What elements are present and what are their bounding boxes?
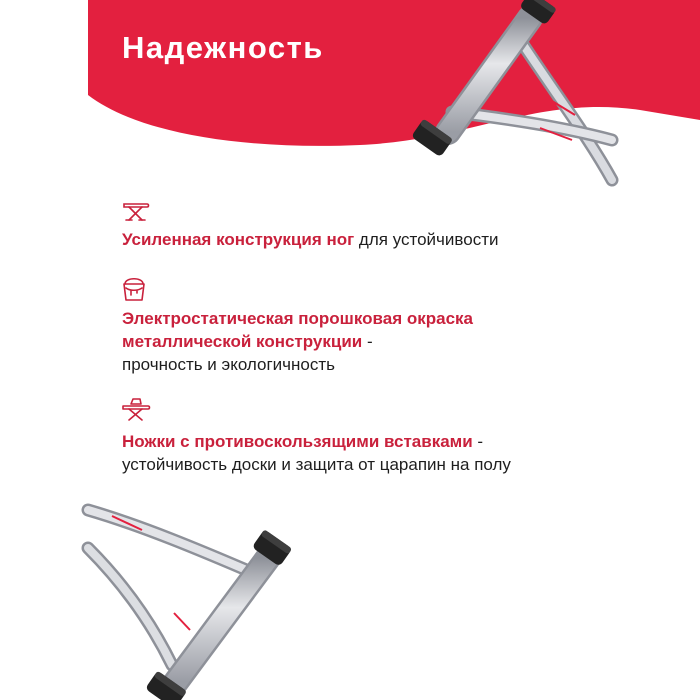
feature-2-line-1 <box>122 307 473 330</box>
feature-2-line-1-accent: Электростатическая порошковая окраска <box>122 309 473 328</box>
feature-1-accent: Усиленная конструкция ног <box>122 230 355 249</box>
feature-2-line-2-accent: металлической конструкции <box>122 332 363 351</box>
feature-1-normal: для устойчивости <box>354 230 499 249</box>
header-banner <box>88 0 700 146</box>
feature-2-line-2 <box>122 330 473 353</box>
feature-text-3 <box>122 430 511 476</box>
feature-3-line-2-normal: устойчивость доски и защита от царапин на полу <box>122 455 511 474</box>
feature-3-line-2 <box>122 453 511 476</box>
bottom-leg-illustration <box>88 510 292 700</box>
feature-3-line-1-normal: - <box>472 432 484 451</box>
ironing-board-with-iron-icon <box>121 396 151 422</box>
feature-2-line-3 <box>122 353 473 376</box>
feature-text-2 <box>122 307 473 376</box>
feature-text-1 <box>122 228 498 251</box>
feature-2-line-3-normal: прочность и экологичность <box>122 355 336 374</box>
ironing-board-icon <box>121 200 151 222</box>
paint-bucket-icon <box>121 274 147 302</box>
feature-3-line-1-accent: Ножки с противоскользящими вставками <box>122 432 473 451</box>
feature-2-line-2-normal: - <box>362 332 373 351</box>
page-title: Надежность <box>122 30 324 65</box>
feature-3-line-1 <box>122 430 511 453</box>
